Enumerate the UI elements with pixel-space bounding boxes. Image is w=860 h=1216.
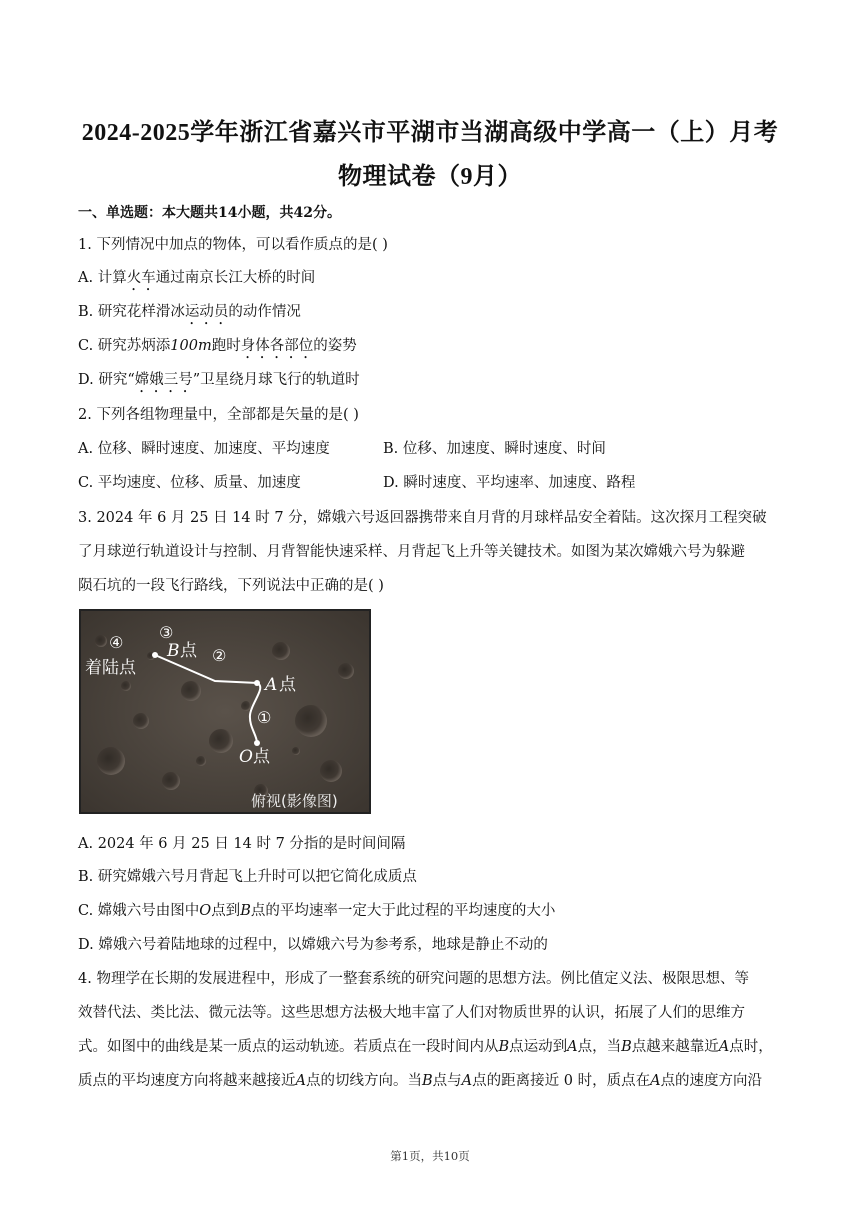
- question-2-option-a: A. 位移、瞬时速度、加速度、平均速度: [78, 441, 330, 457]
- question-2-option-d: D. 瞬时速度、平均速率、加速度、路程: [383, 475, 636, 491]
- question-4-line-4: [78, 1071, 762, 1091]
- math-symbol: O: [199, 903, 212, 919]
- body-text: 质点的平均速度方向将越来越接近: [78, 1073, 296, 1089]
- question-3-stem-line-2: 了月球逆行轨道设计与控制、月背智能快速采样、月背起飞上升等关键技术。如图为某次嫦娥六号为躲避: [78, 544, 745, 560]
- point-o-marker: [254, 740, 260, 746]
- question-4-line-2: 效替代法、类比法、微元法等。这些思想方法极大地丰富了人们对物质世界的认识，拓展了人们的思维方: [78, 1005, 745, 1021]
- question-1-option-b: [78, 302, 301, 328]
- math-symbol: B: [240, 903, 251, 919]
- option-text: C. 嫦娥六号由图中: [78, 903, 200, 919]
- option-text: 通过南京长江大桥的时间: [155, 270, 316, 286]
- body-text: 式。如图中的曲线是某一质点的运动轨迹。若质点在一段时间内从: [78, 1039, 499, 1055]
- body-text: 点的距离接近 0 时，质点在: [472, 1073, 651, 1089]
- question-2-option-b: B. 位移、加速度、瞬时速度、时间: [383, 441, 606, 457]
- option-text: ”卫星绕月球飞行的轨道时: [192, 372, 360, 388]
- math-symbol: B: [421, 1073, 433, 1089]
- body-text: 点时，: [729, 1039, 773, 1055]
- math-symbol: A: [461, 1073, 473, 1089]
- question-3-stem-line-3: 陨石坑的一段飞行路线，下列说法中正确的是( ): [78, 578, 384, 594]
- math-symbol: A: [567, 1039, 578, 1055]
- question-4-line-3: [78, 1037, 773, 1057]
- question-1-option-a: [78, 268, 315, 294]
- question-4-line-1: 4. 物理学在长期的发展进程中，形成了一整套系统的研究问题的思想方法。例比值定义法、极限思想、等: [78, 971, 749, 987]
- point-b-letter: B: [167, 641, 180, 661]
- option-text: 点的平均速率一定大于此过程的平均速度的大小: [250, 903, 556, 919]
- question-3-option-d: D. 嫦娥六号着陆地球的过程中，以嫦娥六号为参考系，地球是静止不动的: [78, 937, 548, 953]
- question-3-option-c: [78, 901, 555, 921]
- option-text: C. 研究苏炳添: [78, 338, 171, 354]
- body-text: 点的切线方向。当: [305, 1073, 422, 1089]
- page-subtitle: 物理试卷（9月）: [338, 164, 522, 190]
- math-symbol: A: [295, 1073, 306, 1089]
- figure-caption: 俯视(影像图): [251, 792, 338, 810]
- option-text: 的姿势: [313, 338, 357, 354]
- body-text: 点与: [432, 1073, 462, 1089]
- point-a-marker: [254, 680, 260, 686]
- point-o-letter: O: [239, 747, 253, 767]
- option-text: 点到: [211, 903, 241, 919]
- option-text: 的动作情况: [228, 304, 301, 320]
- math-symbol: A: [718, 1039, 730, 1055]
- label-3: ③: [159, 623, 174, 642]
- option-text: D. 研究“: [78, 372, 135, 388]
- math-symbol: B: [498, 1039, 510, 1055]
- question-1-option-c: [78, 336, 357, 362]
- option-text: A. 计算: [78, 270, 127, 286]
- point-a-letter: A: [265, 675, 278, 695]
- option-text: 跑时: [211, 338, 241, 354]
- flight-path-diagram: [81, 611, 369, 812]
- question-2-stem: 2. 下列各组物理量中，全部都是矢量的是( ): [78, 407, 359, 423]
- point-b-suffix: 点: [180, 641, 197, 661]
- math-value: 100m: [170, 338, 212, 354]
- question-1-option-d: [78, 370, 360, 396]
- section-heading: 一、单选题：本大题共14小题，共42分。: [78, 205, 341, 221]
- body-text: 点运动到: [509, 1039, 568, 1055]
- question-2-option-c: C. 平均速度、位移、质量、加速度: [78, 475, 301, 491]
- landing-point-label: 着陆点: [85, 658, 136, 678]
- emphasized-object: 嫦娥三号: [134, 372, 193, 388]
- label-2: ②: [212, 646, 227, 665]
- body-text: 点，当: [577, 1039, 622, 1055]
- label-1: ①: [257, 708, 272, 727]
- page-title: 2024-2025学年浙江省嘉兴市平湖市当湖高级中学高一（上）月考: [81, 120, 779, 146]
- label-4: ④: [109, 633, 124, 652]
- question-3-stem-line-1: 3. 2024 年 6 月 25 日 14 时 7 分，嫦娥六号返回器携带来自月背的月球样品安全着陆。这次探月工程突破: [78, 510, 767, 526]
- question-3-option-b: B. 研究嫦娥六号月背起飞上升时可以把它简化成质点: [78, 869, 417, 885]
- math-symbol: A: [650, 1073, 661, 1089]
- landing-point-marker: [152, 652, 158, 658]
- point-o-suffix: 点: [253, 747, 270, 767]
- point-a-suffix: 点: [279, 675, 296, 695]
- option-text: B. 研究花样滑冰: [78, 304, 185, 320]
- body-text: 点越来越靠近: [631, 1039, 719, 1055]
- emphasized-object: 火车: [126, 270, 156, 286]
- emphasized-object: 运动员: [184, 304, 229, 320]
- body-text: 点的速度方向沿: [660, 1073, 763, 1089]
- moon-background: [81, 611, 369, 812]
- moon-surface-figure: [79, 609, 371, 814]
- math-symbol: B: [621, 1039, 632, 1055]
- question-1-stem: 1. 下列情况中加点的物体，可以看作质点的是( ): [78, 237, 388, 253]
- emphasized-object: 身体各部位: [240, 338, 314, 354]
- page-footer: 第1页，共10页: [390, 1149, 470, 1163]
- question-3-option-a: A. 2024 年 6 月 25 日 14 时 7 分指的是时间间隔: [78, 836, 406, 852]
